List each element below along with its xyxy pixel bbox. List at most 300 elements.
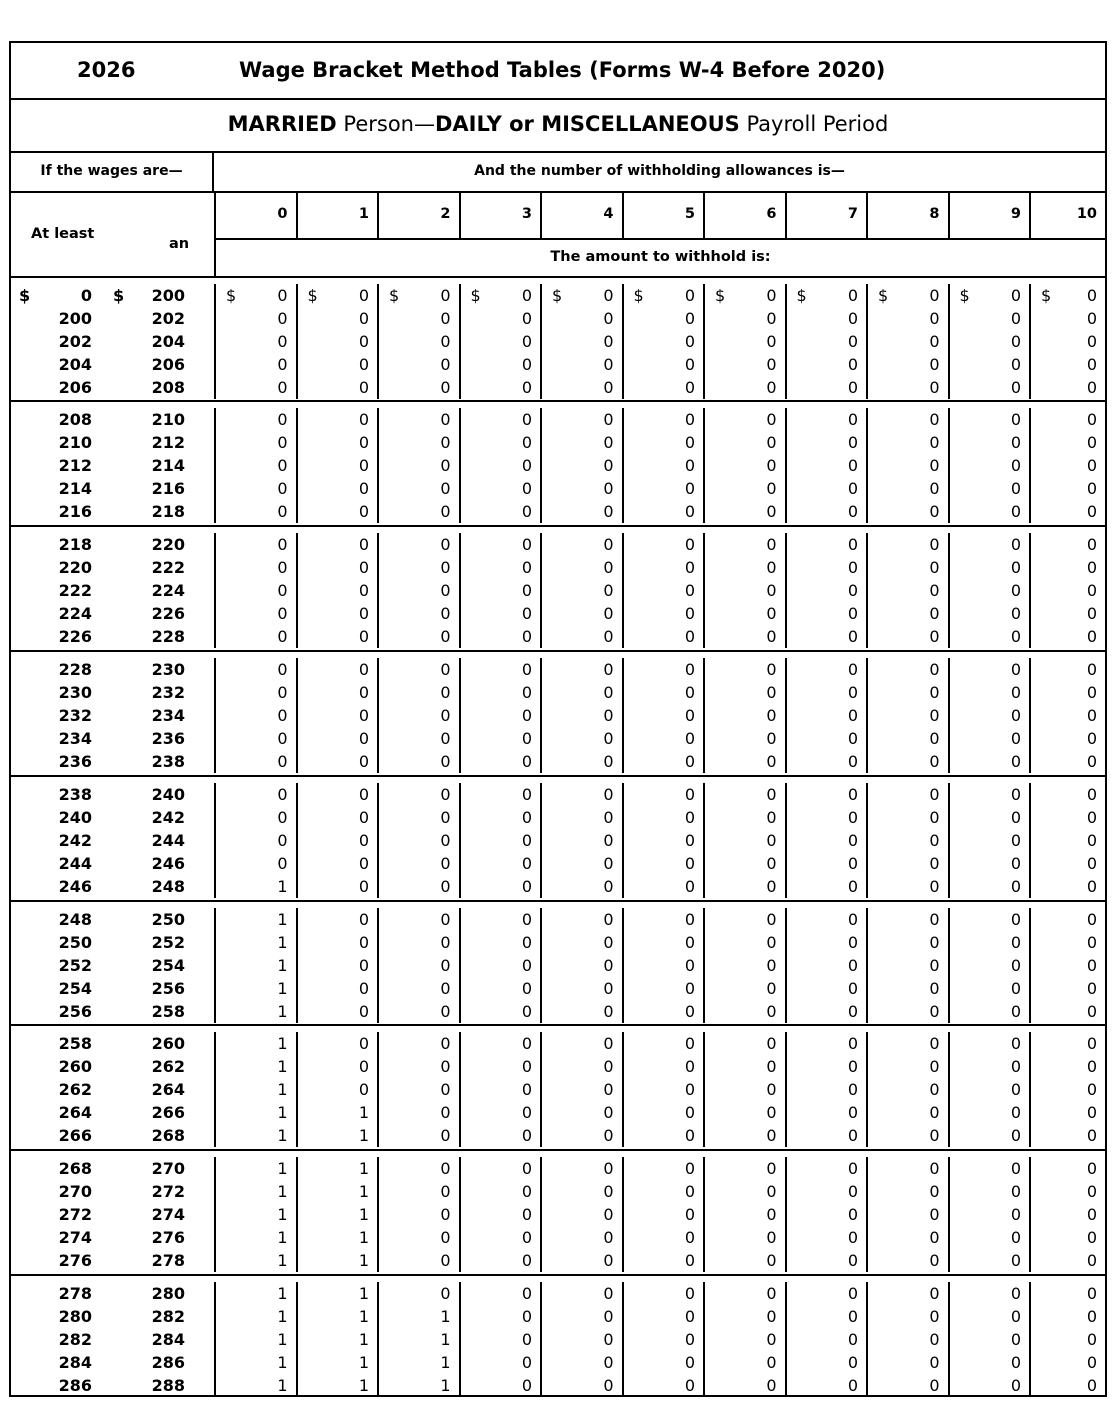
withholding-amount-cell: 0 — [785, 829, 867, 852]
withholding-amount-cell: 0 — [785, 307, 867, 330]
dollar-sign: $ — [470, 286, 481, 305]
withholding-amount-cell: 0 — [1029, 579, 1105, 602]
withholding-amount-cell: 0 — [785, 954, 867, 977]
at-least-cell: 250 — [58, 933, 92, 952]
at-least-cell: 254 — [58, 979, 92, 998]
withholding-amount-cell: 0 — [785, 1000, 867, 1023]
withholding-amount-cell: 0 — [377, 658, 459, 681]
withholding-amount-cell: 0 — [377, 704, 459, 727]
table-subtitle — [228, 112, 889, 136]
withholding-amount-cell: 0 — [540, 376, 622, 399]
withholding-amount-cell: 0 — [703, 727, 785, 750]
withholding-amount-cell: 0 — [866, 783, 948, 806]
allowance-number: 7 — [787, 193, 869, 238]
withholding-amount-cell: $ 0 — [214, 284, 296, 307]
row-group — [11, 527, 1105, 652]
withholding-amount-cell: $ 0 — [703, 284, 785, 307]
withholding-amount-cell: 0 — [785, 783, 867, 806]
withholding-amount-cell: 0 — [703, 1374, 785, 1397]
withholding-amount-cell: 0 — [296, 353, 378, 376]
withholding-amount-cell: 0 — [703, 1055, 785, 1078]
at-least-cell: 210 — [58, 433, 92, 452]
withholding-amount-cell: 0 — [377, 376, 459, 399]
withholding-amount-cell: 0 — [948, 408, 1030, 431]
less-than-cell: 208 — [151, 378, 185, 397]
withholding-amount-cell: 0 — [785, 500, 867, 523]
less-than-cell: 210 — [151, 410, 185, 429]
less-than-cell: 250 — [151, 910, 185, 929]
withholding-amount-cell: 0 — [540, 1101, 622, 1124]
withholding-amount-cell: 0 — [540, 1226, 622, 1249]
withholding-amount-cell: 0 — [1029, 431, 1105, 454]
withholding-amount-cell: 0 — [459, 875, 541, 898]
withholding-amount-cell: 0 — [214, 829, 296, 852]
withholding-amount-cell: 0 — [866, 1328, 948, 1351]
withholding-amount-cell: 0 — [1029, 602, 1105, 625]
withholding-amount-cell: 0 — [459, 1180, 541, 1203]
withholding-amount-cell: 0 — [459, 852, 541, 875]
withholding-amount-cell: 1 — [214, 1078, 296, 1101]
withholding-amount-cell: 0 — [1029, 307, 1105, 330]
subtitle-row — [11, 100, 1105, 153]
dollar-sign: $ — [113, 286, 125, 305]
table-row — [11, 908, 1105, 931]
withholding-amount-cell: 0 — [948, 376, 1030, 399]
withholding-amount-cell: 0 — [622, 1282, 704, 1305]
table-row — [11, 852, 1105, 875]
withholding-amount-cell: 0 — [866, 500, 948, 523]
withholding-amount-cell: 0 — [948, 954, 1030, 977]
withholding-amount-cell: 0 — [459, 1078, 541, 1101]
withholding-amount-cell: 0 — [296, 625, 378, 648]
withholding-amount-cell: 0 — [377, 681, 459, 704]
withholding-amount-cell: 0 — [540, 330, 622, 353]
dollar-sign: $ — [226, 286, 237, 305]
table-row — [11, 681, 1105, 704]
withholding-amount-cell: 0 — [948, 806, 1030, 829]
withholding-amount-cell: 0 — [785, 1180, 867, 1203]
allowance-number: 0 — [216, 193, 298, 238]
table-row — [11, 1157, 1105, 1180]
allowances-header: And the number of withholding allowances is— — [474, 163, 845, 179]
withholding-amount-cell: 0 — [703, 1101, 785, 1124]
withholding-amount-cell: 0 — [540, 1351, 622, 1374]
table-row — [11, 556, 1105, 579]
withholding-amount-cell: 0 — [459, 408, 541, 431]
withholding-amount-cell: 0 — [540, 533, 622, 556]
withholding-amount-cell: 0 — [540, 1374, 622, 1397]
withholding-amount-cell: 0 — [866, 829, 948, 852]
withholding-amount-cell: 0 — [459, 556, 541, 579]
withholding-amount-cell: 0 — [214, 353, 296, 376]
at-least-cell: 222 — [58, 581, 92, 600]
table-row — [11, 408, 1105, 431]
withholding-amount-cell: 0 — [703, 1032, 785, 1055]
withholding-amount-cell: 0 — [214, 852, 296, 875]
withholding-amount-cell: 0 — [1029, 1328, 1105, 1351]
withholding-amount-cell: 0 — [622, 556, 704, 579]
withholding-amount-cell: 0 — [948, 908, 1030, 931]
withholding-amount-cell: 0 — [703, 1000, 785, 1023]
withholding-amount-cell: 0 — [622, 1203, 704, 1226]
table-row — [11, 284, 1105, 307]
withholding-amount-cell: 0 — [622, 783, 704, 806]
withholding-amount-cell: 1 — [214, 1157, 296, 1180]
withholding-amount-cell: 0 — [948, 1249, 1030, 1272]
withholding-amount-cell: 0 — [540, 829, 622, 852]
withholding-amount-cell: 0 — [622, 307, 704, 330]
at-least-cell: 218 — [58, 535, 92, 554]
withholding-amount-cell: 0 — [866, 908, 948, 931]
less-than-cell: 214 — [151, 456, 185, 475]
less-than-cell: 256 — [151, 979, 185, 998]
withholding-amount-cell: 0 — [866, 1180, 948, 1203]
less-than-cell: 202 — [151, 309, 185, 328]
withholding-amount-cell: 0 — [948, 579, 1030, 602]
withholding-amount-cell: 0 — [622, 1374, 704, 1397]
withholding-amount-cell: 0 — [377, 829, 459, 852]
withholding-amount-cell: $ 0 — [866, 284, 948, 307]
withholding-amount-cell: 0 — [459, 750, 541, 773]
withholding-amount-cell: 1 — [296, 1305, 378, 1328]
withholding-amount-cell: 0 — [540, 658, 622, 681]
withholding-amount-cell: 0 — [866, 1203, 948, 1226]
allowance-number: 4 — [542, 193, 624, 238]
withholding-amount-cell: 0 — [1029, 750, 1105, 773]
withholding-amount-cell: 0 — [703, 852, 785, 875]
table-row — [11, 750, 1105, 773]
withholding-amount-cell: 0 — [459, 625, 541, 648]
withholding-amount-cell: 0 — [377, 1101, 459, 1124]
withholding-amount-cell: 0 — [296, 454, 378, 477]
withholding-amount-cell: 0 — [866, 681, 948, 704]
table-row — [11, 783, 1105, 806]
table-row — [11, 579, 1105, 602]
row-group — [11, 777, 1105, 902]
withholding-amount-cell: 1 — [214, 1000, 296, 1023]
withholding-amount-cell: 0 — [703, 431, 785, 454]
withholding-amount-cell: 0 — [459, 1351, 541, 1374]
less-than-cell: 254 — [151, 956, 185, 975]
withholding-amount-cell: 0 — [540, 556, 622, 579]
withholding-amount-cell: 0 — [459, 1124, 541, 1147]
withholding-amount-cell: 0 — [459, 658, 541, 681]
at-least-cell: 282 — [58, 1330, 92, 1349]
table-row — [11, 1351, 1105, 1374]
withholding-amount-cell: 0 — [296, 1078, 378, 1101]
withholding-amount-cell: 0 — [459, 330, 541, 353]
withholding-amount-cell: 0 — [948, 727, 1030, 750]
withholding-amount-cell: 0 — [214, 307, 296, 330]
wages-header: If the wages are— — [11, 153, 214, 191]
table-row — [11, 1282, 1105, 1305]
withholding-amount-cell: 0 — [622, 602, 704, 625]
withholding-amount-cell: 0 — [622, 806, 704, 829]
at-least-cell: 238 — [58, 785, 92, 804]
withholding-amount-cell: 0 — [866, 1351, 948, 1374]
withholding-amount-cell: 0 — [622, 931, 704, 954]
table-row — [11, 500, 1105, 523]
less-than-cell: 220 — [151, 535, 185, 554]
withholding-amount-cell: 0 — [1029, 330, 1105, 353]
withholding-amount-cell: 0 — [377, 1180, 459, 1203]
withholding-amount-cell: 0 — [785, 625, 867, 648]
withholding-amount-cell: 0 — [459, 908, 541, 931]
withholding-amount-cell: 0 — [948, 454, 1030, 477]
withholding-amount-cell: 0 — [296, 977, 378, 1000]
withholding-amount-cell: 0 — [540, 806, 622, 829]
withholding-amount-cell: 0 — [459, 454, 541, 477]
withholding-amount-cell: 0 — [866, 602, 948, 625]
withholding-amount-cell: 1 — [214, 1203, 296, 1226]
withholding-amount-cell: 0 — [948, 1157, 1030, 1180]
withholding-amount-cell: 0 — [540, 1203, 622, 1226]
at-least-cell: 212 — [58, 456, 92, 475]
withholding-amount-cell: 0 — [459, 431, 541, 454]
withholding-amount-cell: 1 — [377, 1374, 459, 1397]
withholding-amount-cell: 0 — [703, 625, 785, 648]
withholding-amount-cell: 0 — [703, 783, 785, 806]
withholding-amount-cell: 0 — [948, 477, 1030, 500]
withholding-amount-cell: 0 — [214, 477, 296, 500]
withholding-amount-cell: 0 — [296, 1032, 378, 1055]
withholding-amount-cell: 0 — [866, 454, 948, 477]
withholding-amount-cell: 0 — [785, 1249, 867, 1272]
withholding-amount-cell: 0 — [459, 977, 541, 1000]
at-least-cell: 268 — [58, 1159, 92, 1178]
withholding-amount-cell: 0 — [377, 1226, 459, 1249]
withholding-amount-cell: 0 — [459, 681, 541, 704]
withholding-amount-cell: 0 — [459, 579, 541, 602]
withholding-amount-cell: 0 — [785, 852, 867, 875]
table-row — [11, 1203, 1105, 1226]
withholding-amount-cell: 0 — [622, 330, 704, 353]
withholding-amount-cell: 0 — [948, 1351, 1030, 1374]
withholding-amount-cell: 1 — [296, 1157, 378, 1180]
at-least-cell: 280 — [58, 1307, 92, 1326]
withholding-amount-cell: 0 — [1029, 1203, 1105, 1226]
less-than-cell: 260 — [151, 1034, 185, 1053]
less-than-cell: 212 — [151, 433, 185, 452]
less-than-cell: 262 — [151, 1057, 185, 1076]
withholding-amount-cell: 0 — [703, 931, 785, 954]
withholding-amount-cell: 0 — [296, 579, 378, 602]
withholding-amount-cell: 0 — [540, 1000, 622, 1023]
withholding-amount-cell: $ 0 — [459, 284, 541, 307]
withholding-amount-cell: 0 — [377, 431, 459, 454]
withholding-amount-cell: $ 0 — [948, 284, 1030, 307]
at-least-cell: 246 — [58, 877, 92, 896]
withholding-amount-cell: 0 — [214, 431, 296, 454]
withholding-amount-cell: $ 0 — [622, 284, 704, 307]
table-row — [11, 658, 1105, 681]
less-than-cell: 222 — [151, 558, 185, 577]
withholding-amount-cell: $ 0 — [540, 284, 622, 307]
table-row — [11, 1032, 1105, 1055]
withholding-amount-cell: 0 — [540, 1032, 622, 1055]
table-row — [11, 602, 1105, 625]
at-least-cell: 234 — [58, 729, 92, 748]
withholding-amount-cell: 0 — [540, 727, 622, 750]
withholding-amount-cell: 0 — [1029, 1226, 1105, 1249]
withholding-amount-cell: 0 — [785, 1078, 867, 1101]
withholding-amount-cell: 0 — [459, 1305, 541, 1328]
withholding-amount-cell: 1 — [214, 875, 296, 898]
withholding-amount-cell: 0 — [948, 1305, 1030, 1328]
withholding-amount-cell: 0 — [866, 579, 948, 602]
less-than-cell: 280 — [151, 1284, 185, 1303]
less-than-cell: 268 — [151, 1126, 185, 1145]
table-row — [11, 1078, 1105, 1101]
withholding-amount-cell: 0 — [377, 727, 459, 750]
table-row — [11, 625, 1105, 648]
withholding-amount-cell: 0 — [622, 1055, 704, 1078]
withholding-amount-cell: 0 — [1029, 658, 1105, 681]
less-than-cell: 282 — [151, 1307, 185, 1326]
withholding-amount-cell: 0 — [866, 477, 948, 500]
withholding-amount-cell: 0 — [866, 750, 948, 773]
withholding-amount-cell: 0 — [459, 829, 541, 852]
withholding-amount-cell: 1 — [214, 931, 296, 954]
withholding-amount-cell: 0 — [459, 353, 541, 376]
withholding-amount-cell: 1 — [296, 1180, 378, 1203]
withholding-amount-cell: 0 — [540, 704, 622, 727]
at-least-cell: 286 — [58, 1376, 92, 1395]
table-row — [11, 1124, 1105, 1147]
less-than-cell: 246 — [151, 854, 185, 873]
dollar-sign: $ — [959, 286, 970, 305]
withholding-amount-cell: 0 — [948, 681, 1030, 704]
withholding-amount-cell: 0 — [866, 353, 948, 376]
withholding-amount-cell: 0 — [785, 977, 867, 1000]
withholding-amount-cell: $ 0 — [296, 284, 378, 307]
withholding-amount-cell: 0 — [377, 500, 459, 523]
withholding-amount-cell: 0 — [948, 625, 1030, 648]
withholding-amount-cell: 1 — [214, 1101, 296, 1124]
table-row — [11, 954, 1105, 977]
table-row — [11, 727, 1105, 750]
table-row — [11, 829, 1105, 852]
withholding-amount-cell: 0 — [785, 376, 867, 399]
withholding-amount-cell: 0 — [866, 977, 948, 1000]
withholding-amount-cell: 1 — [214, 1124, 296, 1147]
withholding-amount-cell: 0 — [703, 977, 785, 1000]
table-row — [11, 875, 1105, 898]
table-row — [11, 477, 1105, 500]
amount-header: The amount to withhold is: — [550, 249, 771, 265]
withholding-amount-cell: 0 — [703, 353, 785, 376]
withholding-amount-cell: 0 — [377, 977, 459, 1000]
withholding-amount-cell: 0 — [622, 954, 704, 977]
withholding-amount-cell: 0 — [703, 556, 785, 579]
withholding-amount-cell: 0 — [866, 533, 948, 556]
withholding-amount-cell: 0 — [459, 1374, 541, 1397]
withholding-amount-cell: 0 — [1029, 954, 1105, 977]
less-than-cell: 288 — [151, 1376, 185, 1395]
withholding-amount-cell: 0 — [1029, 556, 1105, 579]
withholding-amount-cell: 0 — [459, 307, 541, 330]
withholding-amount-cell: 0 — [703, 658, 785, 681]
allowance-number: 1 — [298, 193, 380, 238]
at-least-cell: 274 — [58, 1228, 92, 1247]
withholding-amount-cell: 0 — [459, 806, 541, 829]
withholding-amount-cell: 0 — [540, 1282, 622, 1305]
withholding-amount-cell: 0 — [866, 875, 948, 898]
withholding-amount-cell: 1 — [377, 1328, 459, 1351]
withholding-amount-cell: 0 — [622, 908, 704, 931]
at-least-cell: 272 — [58, 1205, 92, 1224]
at-least-cell: 276 — [58, 1251, 92, 1270]
withholding-amount-cell: 0 — [296, 852, 378, 875]
less-than-cell: 238 — [151, 752, 185, 771]
less-than-cell: 234 — [151, 706, 185, 725]
withholding-amount-cell: 0 — [377, 1000, 459, 1023]
at-least-cell: 262 — [58, 1080, 92, 1099]
withholding-amount-cell: 0 — [866, 727, 948, 750]
withholding-amount-cell: 0 — [214, 681, 296, 704]
dollar-sign: $ — [19, 286, 31, 305]
table-title: Wage Bracket Method Tables (Forms W-4 Before 2020) — [239, 58, 886, 82]
withholding-amount-cell: 0 — [785, 408, 867, 431]
withholding-amount-cell: 0 — [459, 1055, 541, 1078]
withholding-amount-cell: 0 — [1029, 533, 1105, 556]
but-less-than-label: an — [169, 236, 190, 252]
withholding-amount-cell: 0 — [214, 533, 296, 556]
withholding-amount-cell: 0 — [296, 750, 378, 773]
table-row — [11, 431, 1105, 454]
withholding-amount-cell: 0 — [377, 1032, 459, 1055]
withholding-amount-cell: 0 — [377, 852, 459, 875]
withholding-amount-cell: 0 — [1029, 1078, 1105, 1101]
less-than-cell: 226 — [151, 604, 185, 623]
withholding-amount-cell: 0 — [296, 602, 378, 625]
withholding-amount-cell: 0 — [540, 783, 622, 806]
withholding-amount-cell: 0 — [214, 704, 296, 727]
withholding-amount-cell: 0 — [866, 1226, 948, 1249]
withholding-amount-cell: 0 — [622, 1226, 704, 1249]
table-row — [11, 330, 1105, 353]
withholding-amount-cell: 0 — [866, 954, 948, 977]
withholding-amount-cell: 0 — [948, 875, 1030, 898]
withholding-amount-cell: 0 — [703, 829, 785, 852]
withholding-amount-cell: 1 — [214, 1055, 296, 1078]
withholding-amount-cell: 0 — [296, 1055, 378, 1078]
less-than-cell: 216 — [151, 479, 185, 498]
withholding-amount-cell: 0 — [785, 353, 867, 376]
withholding-amount-cell: 0 — [622, 579, 704, 602]
withholding-amount-cell: 1 — [296, 1124, 378, 1147]
withholding-amount-cell: 0 — [214, 454, 296, 477]
withholding-amount-cell: 0 — [785, 1282, 867, 1305]
withholding-amount-cell: 0 — [540, 602, 622, 625]
withholding-amount-cell: 0 — [1029, 1351, 1105, 1374]
withholding-amount-cell: 0 — [540, 579, 622, 602]
allowance-number: 6 — [705, 193, 787, 238]
withholding-amount-cell: 0 — [866, 806, 948, 829]
withholding-amount-cell: 1 — [296, 1282, 378, 1305]
withholding-amount-cell: 0 — [622, 1124, 704, 1147]
table-row — [11, 1328, 1105, 1351]
withholding-amount-cell: 0 — [296, 330, 378, 353]
withholding-amount-cell: 0 — [296, 658, 378, 681]
allowance-number: 5 — [624, 193, 706, 238]
less-than-cell: 278 — [151, 1251, 185, 1270]
at-least-cell: 224 — [58, 604, 92, 623]
at-least-cell: 208 — [58, 410, 92, 429]
table-row — [11, 1000, 1105, 1023]
withholding-amount-cell: 0 — [622, 625, 704, 648]
withholding-amount-cell: 0 — [948, 1055, 1030, 1078]
